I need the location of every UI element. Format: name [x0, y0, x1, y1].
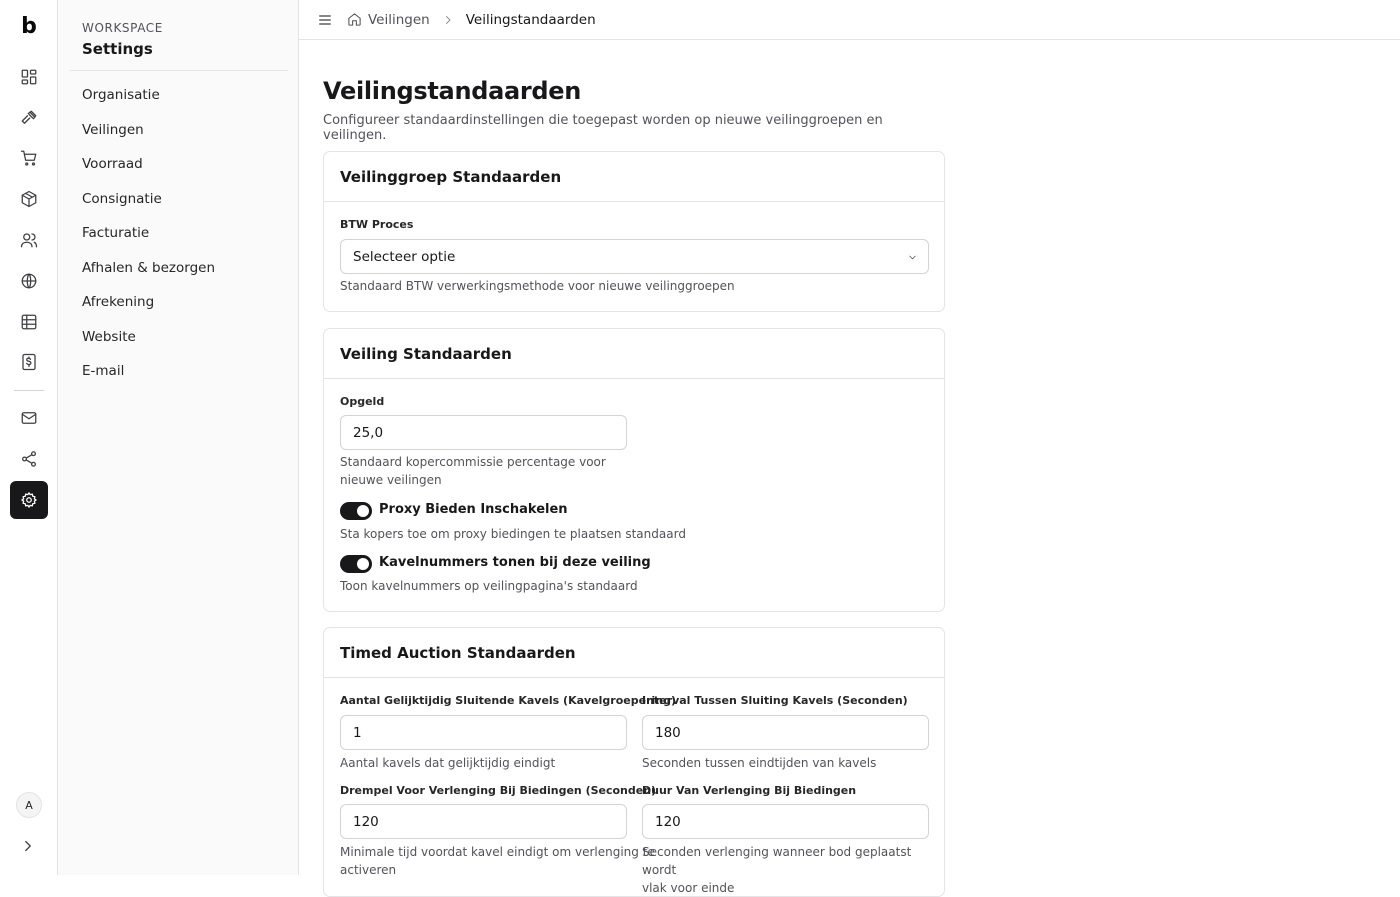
sidebar-item-organisatie[interactable]: Organisatie [82, 87, 160, 103]
opgeld-label: Opgeld [340, 395, 385, 408]
page-subtitle: Configureer standaardinstellingen die toegepast worden op nieuwe veilinggroepen en veilingen. [323, 113, 883, 143]
sidebar-item-voorraad[interactable]: Voorraad [82, 156, 143, 172]
extension-threshold-help [340, 843, 655, 879]
rail-divider [14, 390, 44, 391]
extension-duration-help-line: Seconden verlenging wanneer bod geplaatst wordt [642, 845, 912, 877]
btw-process-label: BTW Proces [340, 218, 414, 231]
breadcrumb-parent[interactable]: Veilingen [368, 11, 430, 28]
auction-group-defaults-card [323, 151, 945, 312]
main-content [323, 40, 945, 895]
proxy-bidding-toggle[interactable] [340, 502, 372, 520]
extension-threshold-help-line: Minimale tijd voordat kavel eindigt om verlenging te [340, 845, 655, 859]
extension-duration-help [642, 843, 944, 897]
sidebar-divider [70, 70, 288, 71]
sidebar-item-facturatie[interactable]: Facturatie [82, 225, 150, 241]
sidebar-title: Settings [82, 40, 153, 58]
sidebar-item-afrekening[interactable]: Afrekening [82, 294, 155, 310]
opgeld-input[interactable] [340, 415, 627, 450]
home-icon[interactable] [347, 12, 362, 27]
closing-interval-label: Interval Tussen Sluiting Kavels (Seconden) [642, 694, 908, 707]
page-title: Veilingstandaarden [323, 77, 582, 105]
icon-rail [0, 0, 58, 875]
concurrent-lots-help: Aantal kavels dat gelijktijdig eindigt [340, 756, 556, 770]
proxy-bidding-label: Proxy Bieden Inschakelen [379, 502, 568, 517]
closing-interval-value: 180 [655, 724, 681, 741]
dashboard-icon[interactable] [10, 58, 48, 96]
mail-icon[interactable] [10, 399, 48, 437]
extension-threshold-input[interactable] [340, 804, 627, 839]
gavel-icon[interactable] [10, 99, 48, 137]
concurrent-lots-label: Aantal Gelijktijdig Sluitende Kavels (Kavelgroepering) [340, 694, 676, 707]
invoice-icon[interactable] [10, 343, 48, 381]
lot-numbers-toggle[interactable] [340, 555, 372, 573]
package-icon[interactable] [10, 180, 48, 218]
settings-sidebar [58, 0, 299, 875]
btw-process-select[interactable] [340, 239, 929, 274]
card-title: Veiling Standaarden [324, 329, 944, 379]
chevron-down-icon [907, 252, 918, 263]
workspace-label: WORKSPACE [82, 21, 163, 35]
concurrent-lots-value: 1 [353, 724, 362, 741]
settings-icon[interactable] [10, 481, 48, 519]
concurrent-lots-input[interactable] [340, 715, 627, 750]
opgeld-help-line: nieuwe veilingen [340, 473, 442, 487]
settings-nav [70, 78, 288, 389]
breadcrumb-current: Veilingstandaarden [465, 11, 596, 28]
extension-duration-help-line: vlak voor einde [642, 881, 735, 895]
auction-defaults-card [323, 328, 945, 612]
proxy-bidding-help: Sta kopers toe om proxy biedingen te plaatsen standaard [340, 527, 686, 541]
extension-threshold-value: 120 [353, 813, 379, 830]
extension-duration-label: Duur Van Verlenging Bij Biedingen [642, 784, 857, 797]
closing-interval-help: Seconden tussen eindtijden van kavels [642, 756, 877, 770]
menu-icon[interactable] [317, 12, 333, 28]
sidebar-item-consignatie[interactable]: Consignatie [82, 190, 162, 207]
sidebar-item-website[interactable]: Website [82, 328, 136, 345]
btw-process-value: Selecteer optie [353, 248, 456, 265]
opgeld-value: 25,0 [353, 424, 384, 441]
app-logo[interactable]: b [21, 14, 37, 39]
timed-auction-defaults-card [323, 627, 945, 897]
card-title: Veilinggroep Standaarden [324, 152, 944, 202]
lot-numbers-help: Toon kavelnummers op veilingpagina's standaard [340, 579, 638, 593]
closing-interval-input[interactable] [642, 715, 929, 750]
chevron-right-icon[interactable] [19, 837, 39, 855]
avatar[interactable]: A [16, 792, 42, 818]
opgeld-help [340, 453, 606, 489]
opgeld-help-line: Standaard kopercommissie percentage voor [340, 455, 606, 469]
table-icon[interactable] [10, 303, 48, 341]
lot-numbers-label: Kavelnummers tonen bij deze veiling [379, 555, 651, 570]
extension-threshold-help-line: activeren [340, 863, 397, 877]
globe-icon[interactable] [10, 262, 48, 300]
users-icon[interactable] [10, 221, 48, 259]
chevron-right-icon [442, 14, 454, 26]
share-icon[interactable] [10, 440, 48, 478]
sidebar-item-afhalen-bezorgen[interactable]: Afhalen & bezorgen [82, 259, 216, 276]
cart-icon[interactable] [10, 139, 48, 177]
extension-duration-input[interactable] [642, 804, 929, 839]
sidebar-item-email[interactable]: E-mail [82, 363, 125, 379]
btw-process-help: Standaard BTW verwerkingsmethode voor nieuwe veilinggroepen [340, 279, 735, 293]
card-title: Timed Auction Standaarden [324, 628, 944, 678]
extension-duration-value: 120 [655, 813, 681, 830]
extension-threshold-label: Drempel Voor Verlenging Bij Biedingen (Seconden) [340, 784, 657, 797]
sidebar-item-veilingen[interactable]: Veilingen [82, 121, 144, 138]
top-bar [299, 0, 1400, 40]
